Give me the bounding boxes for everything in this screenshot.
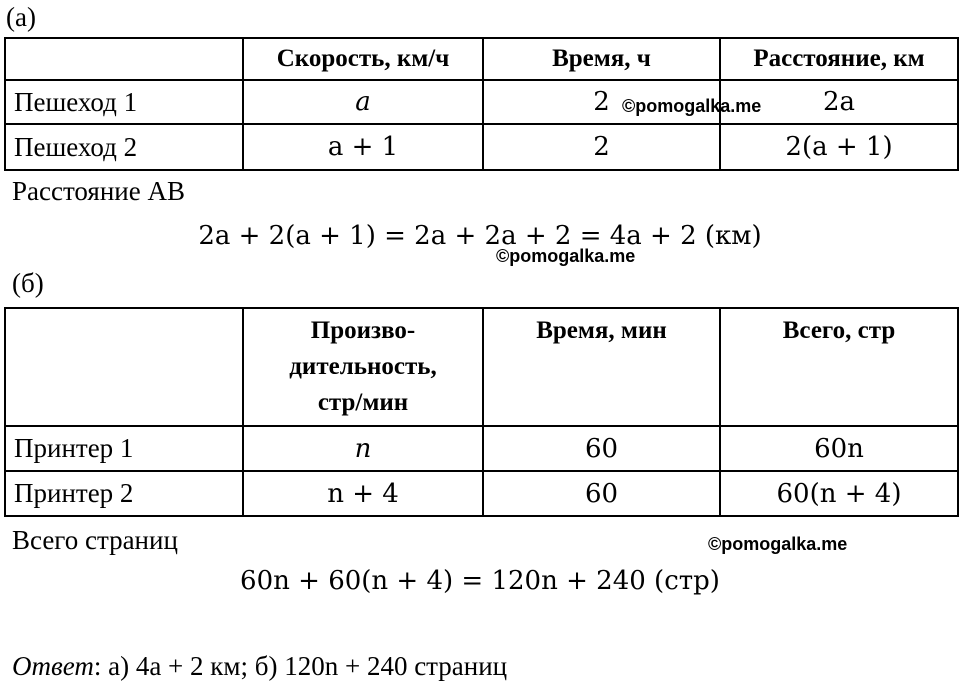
table-row: [5, 80, 958, 124]
table-b-header-total: Всего, стр: [720, 308, 958, 426]
table-row: [5, 471, 958, 516]
part-b-equation: 60n + 60(n + 4) = 120n + 240 (стр): [240, 566, 720, 596]
part-a-equation: 2a + 2(a + 1) = 2a + 2a + 2 = 4a + 2 (км): [198, 221, 762, 251]
table-b-row1-productivity: n: [243, 426, 483, 471]
part-a-label: (а): [6, 2, 36, 32]
table-a-row2-speed: a + 1: [243, 124, 483, 170]
table-b-row2-productivity: n + 4: [243, 471, 483, 516]
table-row: [5, 426, 958, 471]
table-a-header-distance: Расстояние, км: [720, 38, 958, 80]
table-a-row2-distance: 2(a + 1): [720, 124, 958, 170]
table-a: [4, 37, 959, 171]
table-b-row2-time: 60: [483, 471, 720, 516]
table-b-header-time: Время, мин: [483, 308, 720, 426]
answer-text: : а) 4a + 2 км; б) 120n + 240 страниц: [93, 651, 508, 681]
table-b-row1-total: 60n: [720, 426, 958, 471]
part-a-caption: Расстояние AB: [12, 176, 185, 206]
table-a-header-time: Время, ч: [483, 38, 720, 80]
table-a-row1-distance: 2a: [720, 80, 958, 124]
table-b-row1-time: 60: [483, 426, 720, 471]
table-b-row2-total: 60(n + 4): [720, 471, 958, 516]
table-b: [4, 307, 959, 517]
table-b-row2-name: Принтер 2: [5, 471, 243, 516]
table-a-row2-name: Пешеход 2: [5, 124, 243, 170]
answer-label: Ответ: [12, 651, 94, 681]
table-a-row1-time: 2: [483, 80, 720, 124]
part-b-caption: Всего страниц: [12, 525, 178, 555]
watermark-3: ©pomogalka.me: [708, 534, 848, 554]
answer-line: [12, 651, 507, 681]
table-a-row1-speed: a: [243, 80, 483, 124]
table-b-row1-name: Принтер 1: [5, 426, 243, 471]
table-a-header-speed: Скорость, км/ч: [243, 38, 483, 80]
table-b-header-productivity: Произво- дительность, стр/мин: [243, 308, 483, 426]
table-a-row2-time: 2: [483, 124, 720, 170]
watermark-2: ©pomogalka.me: [496, 246, 636, 266]
table-a-header-empty: [5, 38, 243, 80]
table-row: [5, 124, 958, 170]
table-a-row1-name: Пешеход 1: [5, 80, 243, 124]
part-b-label: (б): [12, 268, 44, 298]
watermark-1: ©pomogalka.me: [622, 96, 762, 116]
table-b-header-empty: [5, 308, 243, 426]
